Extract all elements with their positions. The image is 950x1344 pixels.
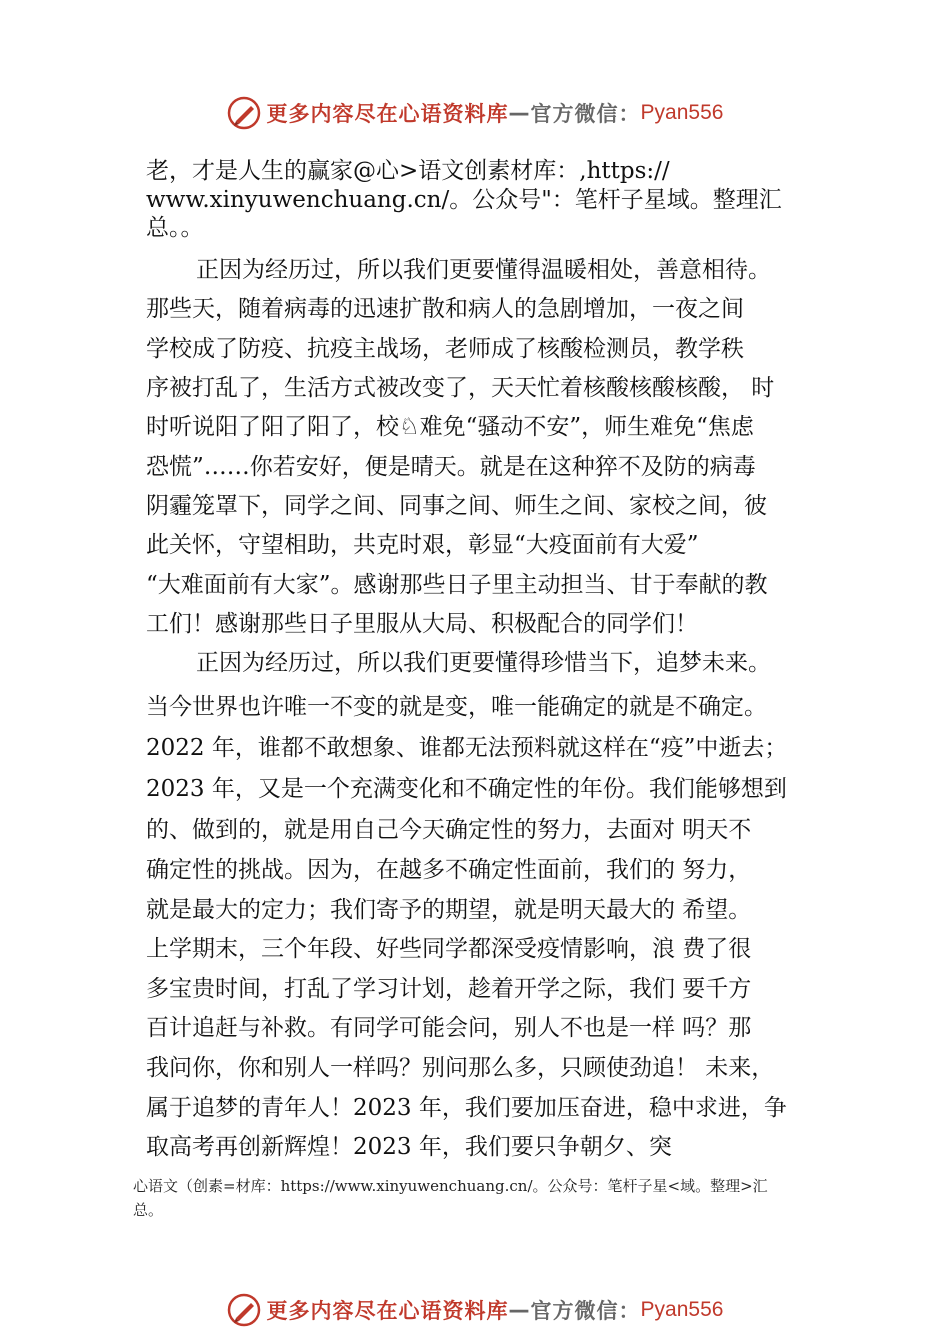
body-line: 确定性的挑战。因为，在越多不确定性面前，我们的 努力， bbox=[146, 857, 752, 883]
body-line: 2023 年，又是一个充满变化和不确定性的年份。我们能够想到 bbox=[146, 776, 787, 802]
banner-main-text: 更多内容尽在心语资料库 bbox=[266, 1299, 509, 1323]
body-line: 取高考再创新辉煌！2023 年，我们要只争朝夕、突 bbox=[146, 1134, 672, 1160]
body-line: “大难面前有大家”。感谢那些日子里主动担当、甘于奉献的教 bbox=[146, 572, 768, 598]
pen-logo-icon bbox=[227, 96, 261, 130]
body-line: 上学期末，三个年段、好些同学都深受疫情影响，浪 费了很 bbox=[146, 936, 752, 962]
banner-dash: — bbox=[508, 101, 531, 125]
body-line: 阴霾笼罩下，同学之间、同事之间、师生之间、家校之间，彼 bbox=[146, 493, 767, 519]
banner-dash: — bbox=[508, 1298, 531, 1322]
banner-wechat-id: Pyan556 bbox=[640, 1298, 724, 1321]
body-line: 学校成了防疫、抗疫主战场，老师成了核酸检测员，教学秩 bbox=[146, 336, 744, 362]
body-line: 总。。 bbox=[146, 215, 204, 241]
banner-wechat-label: 官方微信： bbox=[530, 102, 641, 126]
body-line: 工们！感谢那些日子里服从大局、积极配合的同学们！ bbox=[146, 611, 698, 637]
pen-logo-icon bbox=[227, 1293, 261, 1327]
body-line: 百计追赶与补救。有同学可能会问，别人不也是一样 吗？那 bbox=[146, 1015, 752, 1041]
body-line: 属于追梦的青年人！2023 年，我们要加压奋进，稳中求进，争 bbox=[146, 1095, 787, 1121]
banner-main-text: 更多内容尽在心语资料库 bbox=[266, 102, 509, 126]
footer-note bbox=[133, 1174, 833, 1222]
paragraph-start: 正因为经历过，所以我们更要懂得珍惜当下，追梦未来。 bbox=[196, 650, 771, 676]
body-line: www.xinyuwenchuang.cn/。公众号"：笔杆子星域。整理汇 bbox=[146, 187, 782, 213]
footer-line: 总。 bbox=[133, 1201, 164, 1219]
banner-wechat-label: 官方微信： bbox=[530, 1299, 641, 1323]
body-line: 当今世界也许唯一不变的就是变，唯一能确定的就是不确定。 bbox=[146, 694, 767, 720]
body-line: 老，才是人生的赢家@心>语文创素材库：,https:// bbox=[146, 158, 670, 184]
body-line: 时听说阳了阳了阳了，校♘难免“骚动不安”，师生难免“焦虑 bbox=[146, 414, 754, 440]
footer-banner bbox=[0, 1290, 950, 1330]
body-line: 2022 年，谁都不敢想象、谁都无法预料就这样在“疫”中逝去； bbox=[146, 735, 788, 761]
body-line: 那些天，随着病毒的迅速扩散和病人的急剧增加，一夜之间 bbox=[146, 296, 744, 322]
body-line: 恐慌”……你若安好，便是晴天。就是在这种猝不及防的病毒 bbox=[146, 454, 756, 480]
paragraph-start: 正因为经历过，所以我们更要懂得温暖相处，善意相待。 bbox=[196, 257, 771, 283]
body-line: 多宝贵时间，打乱了学习计划，趁着开学之际，我们 要千方 bbox=[146, 976, 752, 1002]
body-line: 序被打乱了，生活方式被改变了，天天忙着核酸核酸核酸， 时 bbox=[146, 375, 775, 401]
body-line: 我问你，你和别人一样吗？别问那么多，只顾使劲追！ 未来， bbox=[146, 1055, 775, 1081]
body-line: 此关怀，守望相助，共克时艰，彰显“大疫面前有大爱” bbox=[146, 532, 699, 558]
footer-line: 心语文（创素=材库：https://www.xinyuwenchuang.cn/。公众号：笔杆子星<域。整理>汇 bbox=[133, 1177, 768, 1195]
banner-wechat-id: Pyan556 bbox=[640, 101, 724, 124]
body-line: 就是最大的定力；我们寄予的期望，就是明天最大的 希望。 bbox=[146, 897, 752, 923]
body-line: 的、做到的，就是用自己今天确定性的努力，去面对 明天不 bbox=[146, 817, 752, 843]
header-banner bbox=[0, 93, 950, 133]
